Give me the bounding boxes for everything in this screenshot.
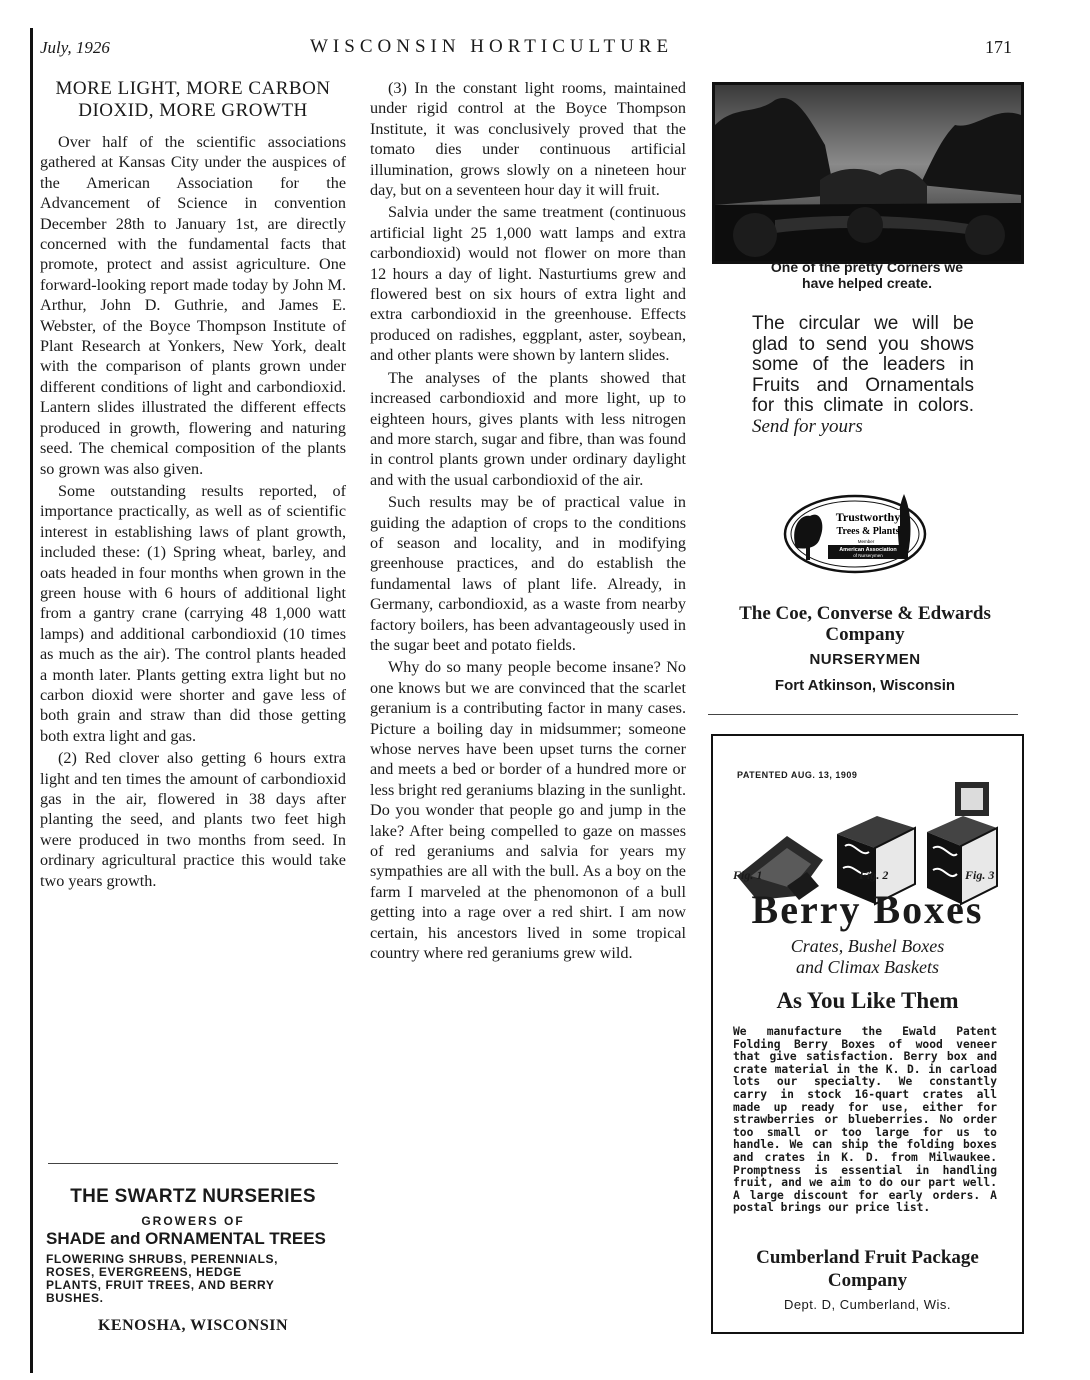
fig-3-label: Fig. 3 <box>965 868 995 882</box>
circular-offer <box>752 314 974 437</box>
berry-boxes-title: Berry Boxes <box>751 887 984 932</box>
coe-business-type: NURSERYMEN <box>809 651 921 668</box>
garden-photo-image <box>715 85 1021 261</box>
issue-date: July, 1926 <box>40 38 110 57</box>
cumberland-company-name <box>713 1246 1022 1292</box>
swartz-nurseries-ad <box>40 1180 346 1335</box>
fig-2-label: Fig. 2 <box>859 868 889 882</box>
berry-subtitle-line: Crates, Bushel Boxes <box>790 936 945 956</box>
berry-subtitle-line: and Climax Baskets <box>796 957 939 977</box>
article-title <box>40 78 346 122</box>
coe-name-line: Company <box>825 624 905 645</box>
berry-body-text: We manufacture the Ewald Patent Folding Berry Boxes of wood veneer that give satisfaction. Berry box and crate material in the K. D. in carload lots our specialty. We constantly carry in stock 16-quart crates all made up ready for use, either for strawberries or blueberries. No order too small or too large for us to handle. We can ship the folding boxes and crates in K. D. from Milwaukee. Promptness is essential in handling fruit, and we aim to do our part well. A large discount for early orders. A postal brings our price list. <box>733 1025 997 1215</box>
article-paragraph: Over half of the scientific associations gathered at Kansas City under the auspices of the American Association for the Advancement of Science in convention December 28th to January 1st, are directly concerned with the fundamental facts that promote, protect and assist agriculture. One forward-looking report made today by John M. Arthur, John D. Guthrie, and James E. Webster, of the Boyce Thompson Institute of Plant Research at Yonkers, New York, dealt with the comparison of plants grown under different conditions of light and carbondioxid. Lantern slides illustrated the different effects produced in growth, flowering and naturing seed. The chemical composition of the plants so grown was also given. <box>40 133 346 478</box>
swartz-shade-trees: SHADE and ORNAMENTAL TREES <box>46 1229 326 1248</box>
badge-text-line: Trustworthy <box>835 510 901 524</box>
garden-photo <box>712 82 1024 264</box>
journal-title: WISCONSIN HORTICULTURE <box>310 36 674 57</box>
article-paragraph: Some outstanding results reported, of importance practically, as well as of scientific interest in establishing laws of plant growth, included these: (1) Spring wheat, barley, and oats headed in four months when grown in the green house with 6 hours of additional light from a gantry crane (carrying 48 1,000 watt lamps) and additional carbondioxid (10 times as much as the air). The control plants headed a month later. Plants getting extra light but no carbon dioxid were shorter and gave less of both grain and straw than did those getting both extra light and gas. <box>40 481 346 745</box>
photo-caption <box>712 259 1022 291</box>
trustworthy-trees-badge-logo <box>780 488 930 576</box>
page-number: 171 <box>985 37 1012 57</box>
badge-text-line: Trees & Plants <box>836 526 900 537</box>
article-paragraph: The analyses of the plants showed that increased carbondioxid and more light, up to eighteen hours, gives plants with less nitrogen and more starch, sugar and fibre, than was found in control plants grown under ordinary daylight and with the usual carbondioxid of the air. <box>370 368 686 489</box>
cumberland-name-line: Cumberland Fruit Package <box>756 1247 979 1268</box>
swartz-list-line: FLOWERING SHRUBS, PERENNIALS, <box>46 1252 279 1266</box>
article-paragraph: Such results may be of practical value in guiding the adaption of crops to the conditions of season and locality, and in modifying greenhouse practices, and do establish the fundamental laws of plant life. Already, in Germany, carbondioxid, as a waste from nearby factory boilers, has been advantageously used in the sugar beet and potato fields. <box>370 493 686 654</box>
caption-line: One of the pretty Corners we <box>770 259 964 275</box>
coe-company-name <box>705 603 1025 645</box>
badge-text-line: of Nurserymen <box>853 553 883 558</box>
article-paragraph: (3) In the constant light rooms, maintained under rigid control at the Boyce Thompson Institute, it was conclusively proved that the tomato dies under continuous artificial illumination, grows slowly on a nineteen hour day, but on a seventeen hour day it will fruit. <box>370 79 686 200</box>
coe-name-line: The Coe, Converse & Edwards <box>739 603 991 624</box>
swartz-list-line: PLANTS, FRUIT TREES, AND BERRY <box>46 1278 275 1292</box>
article-column-1 <box>40 78 346 891</box>
swartz-list-line: BUSHES. <box>46 1291 104 1305</box>
article-paragraph: Salvia under the same treatment (continuous artificial light 25 1,000 watt lamps and extra carbondioxid) would not flower on more than 12 hours a day of light. Nasturtiums grew and flowered best on six hours of extra light and extra carbondioxid in the greenhouse. Effects produced on radishes, eggplant, aster, soybean, and other plants were shown by lantern slides. <box>370 203 686 365</box>
caption-line: have helped create. <box>802 275 932 291</box>
cumberland-address: Dept. D, Cumberland, Wis. <box>783 1297 952 1312</box>
swartz-product-list <box>40 1253 346 1305</box>
swartz-name: THE SWARTZ NURSERIES <box>70 1186 316 1207</box>
swartz-growers: GROWERS OF <box>141 1214 245 1228</box>
circular-text: The circular we will be glad to send you shows some of the leaders in Fruits and Ornamentals for this climate in colors. <box>752 313 974 416</box>
patent-notice: PATENTED AUG. 13, 1909 <box>737 770 858 780</box>
article-paragraph: (2) Red clover also getting 6 hours extra light and ten times the amount of carbondioxid gas in the air, flowered in 38 days after planting the seed, and plants two feet high were produced in two months from seed. In ordinary agricultural practice this would take two years growth. <box>40 749 346 890</box>
badge-text-line: American Association <box>839 547 897 553</box>
article-paragraph: Why do so many people become insane? No one knows but we are convinced that the scarlet geranium is a contributing factor in many cases. Picture a boiling day in midsummer; someone whose nerves have been upset turns the corner and meets a bed or border of a hundred more or less bright red geraniums blazing in the sunlight. Do you wonder that people go and jump in the lake? After being compelled to gaze on masses of red geraniums and salvia for years my sympathies are all with the bull. As a boy on the farm I marveled at the phenomonon of a bull getting into a rage over a red shirt. I am now certain, his ancestors lived in some tropical country where red geraniums grew wild. <box>370 658 686 963</box>
article-title-line-2: DIOXID, MORE GROWTH <box>78 100 308 121</box>
berry-boxes-ad <box>711 734 1024 1334</box>
cumberland-name-line: Company <box>827 1270 908 1291</box>
coe-city: Fort Atkinson, Wisconsin <box>774 677 956 694</box>
binding-margin-rule <box>30 28 33 1373</box>
swartz-list-line: ROSES, EVERGREENS, HEDGE <box>46 1265 242 1279</box>
article-title-line-1: MORE LIGHT, MORE CARBON <box>55 78 331 99</box>
article-column-2 <box>370 78 686 963</box>
divider-rule <box>708 714 1018 715</box>
send-for-yours: Send for yours <box>752 415 863 437</box>
badge-text-line: Member <box>857 539 875 544</box>
swartz-city: KENOSHA, WISCONSIN <box>97 1317 289 1334</box>
berry-tagline: As You Like Them <box>776 988 959 1013</box>
berry-subtitle <box>713 936 1022 978</box>
fig-1-label: Fig. 1 <box>733 868 763 882</box>
divider-rule <box>48 1163 338 1164</box>
